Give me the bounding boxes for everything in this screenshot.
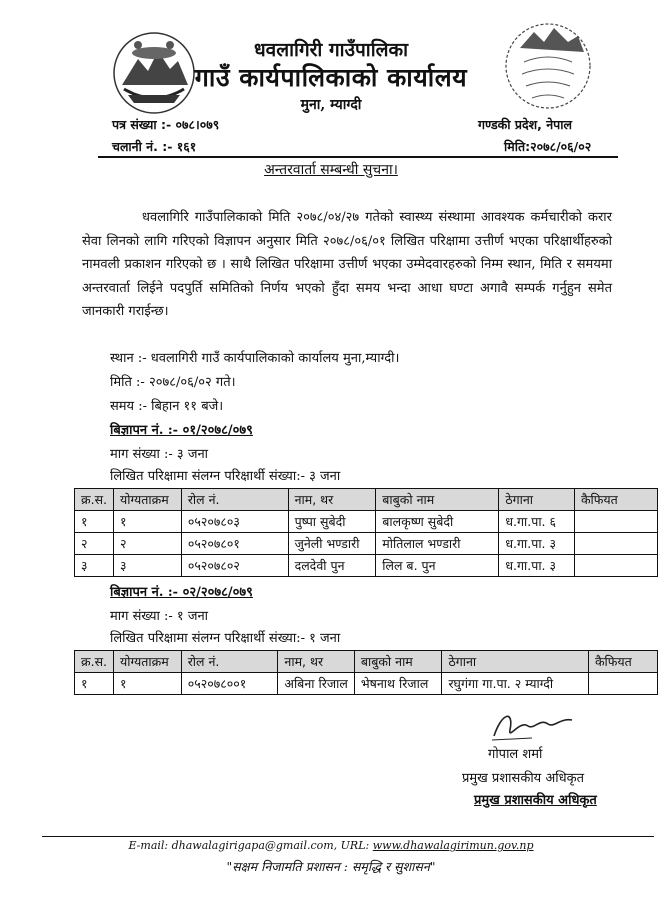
table-header-row — [75, 651, 658, 673]
email-address[interactable]: dhawalagirigapa@gmail.com — [171, 839, 334, 852]
dispatch-number: चलानी नं. :- १६१ — [112, 139, 197, 154]
letter-date: मिति:२०७८/०६/०२ — [504, 139, 592, 154]
table-cell: २ — [114, 533, 182, 555]
url-label: , URL: — [333, 839, 373, 852]
office-stamp-logo — [500, 18, 596, 114]
signatory-stamp: प्रमुख प्रशासकीय अधिकृत — [474, 793, 597, 808]
column-header: क्र.स. — [75, 489, 114, 511]
advertisement-1-table — [74, 488, 658, 577]
header-rule — [98, 156, 618, 158]
column-header: क्र.स. — [75, 651, 114, 673]
signatory-title: प्रमुख प्रशासकीय अधिकृत — [462, 771, 585, 786]
table-cell: १ — [75, 511, 114, 533]
email-label: E-mail: — [128, 839, 172, 852]
table-cell — [574, 511, 657, 533]
interview-time: समय :- बिहान ११ बजे। — [110, 399, 224, 414]
column-header: कैफियत — [588, 651, 657, 673]
table-cell: ३ — [75, 555, 114, 577]
advertisement-2-title: बिज्ञापन नं. :- ०२/२०७८/०७९ — [110, 585, 253, 600]
column-header: नाम, थर — [278, 651, 354, 673]
reference-number: पत्र संख्या :- ०७८।०७९ — [112, 117, 220, 132]
table-cell: २ — [75, 533, 114, 555]
office-name: गाउँ कार्यपालिकाको कार्यालय — [194, 63, 468, 92]
advertisement-2-table — [74, 650, 658, 695]
table-cell: भेषनाथ रिजाल — [354, 673, 442, 695]
column-header: बाबुको नाम — [354, 651, 442, 673]
signatory-name: गोपाल शर्मा — [488, 747, 543, 762]
table-cell: बालकृष्ण सुबेदी — [376, 511, 499, 533]
column-header: बाबुको नाम — [376, 489, 499, 511]
table-cell: लिल ब. पुन — [376, 555, 499, 577]
table-cell: ध.गा.पा. ६ — [499, 511, 575, 533]
column-header: योग्यताक्रम — [114, 489, 182, 511]
footer-contact — [0, 839, 662, 852]
footer-rule — [42, 836, 654, 837]
table-cell: ध.गा.पा. ३ — [499, 533, 575, 555]
interview-venue: स्थान :- धवलागिरी गाउँ कार्यपालिकाको कार्यालय मुना,म्याग्दी। — [110, 351, 400, 366]
advertisement-2-candidates: लिखित परिक्षामा संलग्न परिक्षार्थी संख्या:- १ जना — [110, 631, 341, 646]
table-cell: १ — [114, 673, 182, 695]
column-header: नाम, थर — [288, 489, 376, 511]
table-header-row — [75, 489, 658, 511]
interview-date: मिति :- २०७८/०६/०२ गते। — [110, 375, 236, 390]
column-header: ठेगाना — [442, 651, 589, 673]
column-header: योग्यताक्रम — [114, 651, 182, 673]
province-label: गण्डकी प्रदेश, नेपाल — [478, 117, 572, 132]
signature-scribble — [488, 706, 578, 746]
table-cell: मोतिलाल भण्डारी — [376, 533, 499, 555]
table-cell: १ — [75, 673, 114, 695]
table-row — [75, 555, 658, 577]
table-cell — [574, 555, 657, 577]
table-cell: ३ — [114, 555, 182, 577]
footer-motto: "सक्षम निजामति प्रशासन : समृद्धि र सुशासन" — [226, 859, 436, 874]
table-cell: पुष्पा सुबेदी — [288, 511, 376, 533]
table-cell — [574, 533, 657, 555]
table-cell: ०५२०७८०१ — [181, 533, 288, 555]
table-cell: १ — [114, 511, 182, 533]
advertisement-1-demand: माग संख्या :- ३ जना — [110, 447, 209, 462]
table-cell: ध.गा.पा. ३ — [499, 555, 575, 577]
table-cell — [588, 673, 657, 695]
advertisement-1-title: बिज्ञापन नं. :- ०१/२०७८/०७९ — [110, 423, 253, 438]
table-cell: ०५२०७८००१ — [181, 673, 278, 695]
advertisement-2-demand: माग संख्या :- १ जना — [110, 609, 209, 624]
notice-subject: अन्तरवार्ता सम्बन्धी सुचना। — [264, 162, 398, 178]
column-header: कैफियत — [574, 489, 657, 511]
website-link[interactable]: www.dhawalagirimun.gov.np — [372, 839, 534, 852]
table-cell: ०५२०७८०२ — [181, 555, 288, 577]
table-cell: जुनेली भण्डारी — [288, 533, 376, 555]
column-header: रोल नं. — [181, 489, 288, 511]
table-cell: दलदेवी पुन — [288, 555, 376, 577]
table-row — [75, 533, 658, 555]
table-cell: अबिना रिजाल — [278, 673, 354, 695]
advertisement-1-candidates: लिखित परिक्षामा संलग्न परिक्षार्थी संख्या:- ३ जना — [110, 469, 341, 484]
table-cell: ०५२०७८०३ — [181, 511, 288, 533]
table-row — [75, 511, 658, 533]
column-header: रोल नं. — [181, 651, 278, 673]
table-cell: रघुगंगा गा.पा. २ म्याग्दी — [442, 673, 589, 695]
municipality-name: धवलागिरी गाउँपालिका — [253, 39, 409, 61]
column-header: ठेगाना — [499, 489, 575, 511]
table-row — [75, 673, 658, 695]
notice-body: धवलागिरि गाउँपालिकाको मिति २०७८/०४/२७ गतेको स्वास्थ्य संस्थामा आवश्यक कर्मचारीको करार सेवा लिनको लागि गरिएको विज्ञापन अनुसार मिति २०७८/०६/०१ लिखित परिक्षामा उत्तीर्ण भएका परिक्षार्थीहरुको नामवली प्रकाशन गरिएको छ । साथै लिखित परिक्षामा उत्तीर्ण भएका उम्मेदवारहरुको निम्म स्थान, मिति र समयमा अन्तरवार्ता लिईने पदपुर्ति समितिको निर्णय भएको हुँदा समय भन्दा आधा घण्टा अगावै सम्पर्क गर्नुहुन समेत जानकारी गराईन्छ। — [82, 210, 612, 319]
office-address: मुना, म्याग्दी — [300, 97, 362, 113]
